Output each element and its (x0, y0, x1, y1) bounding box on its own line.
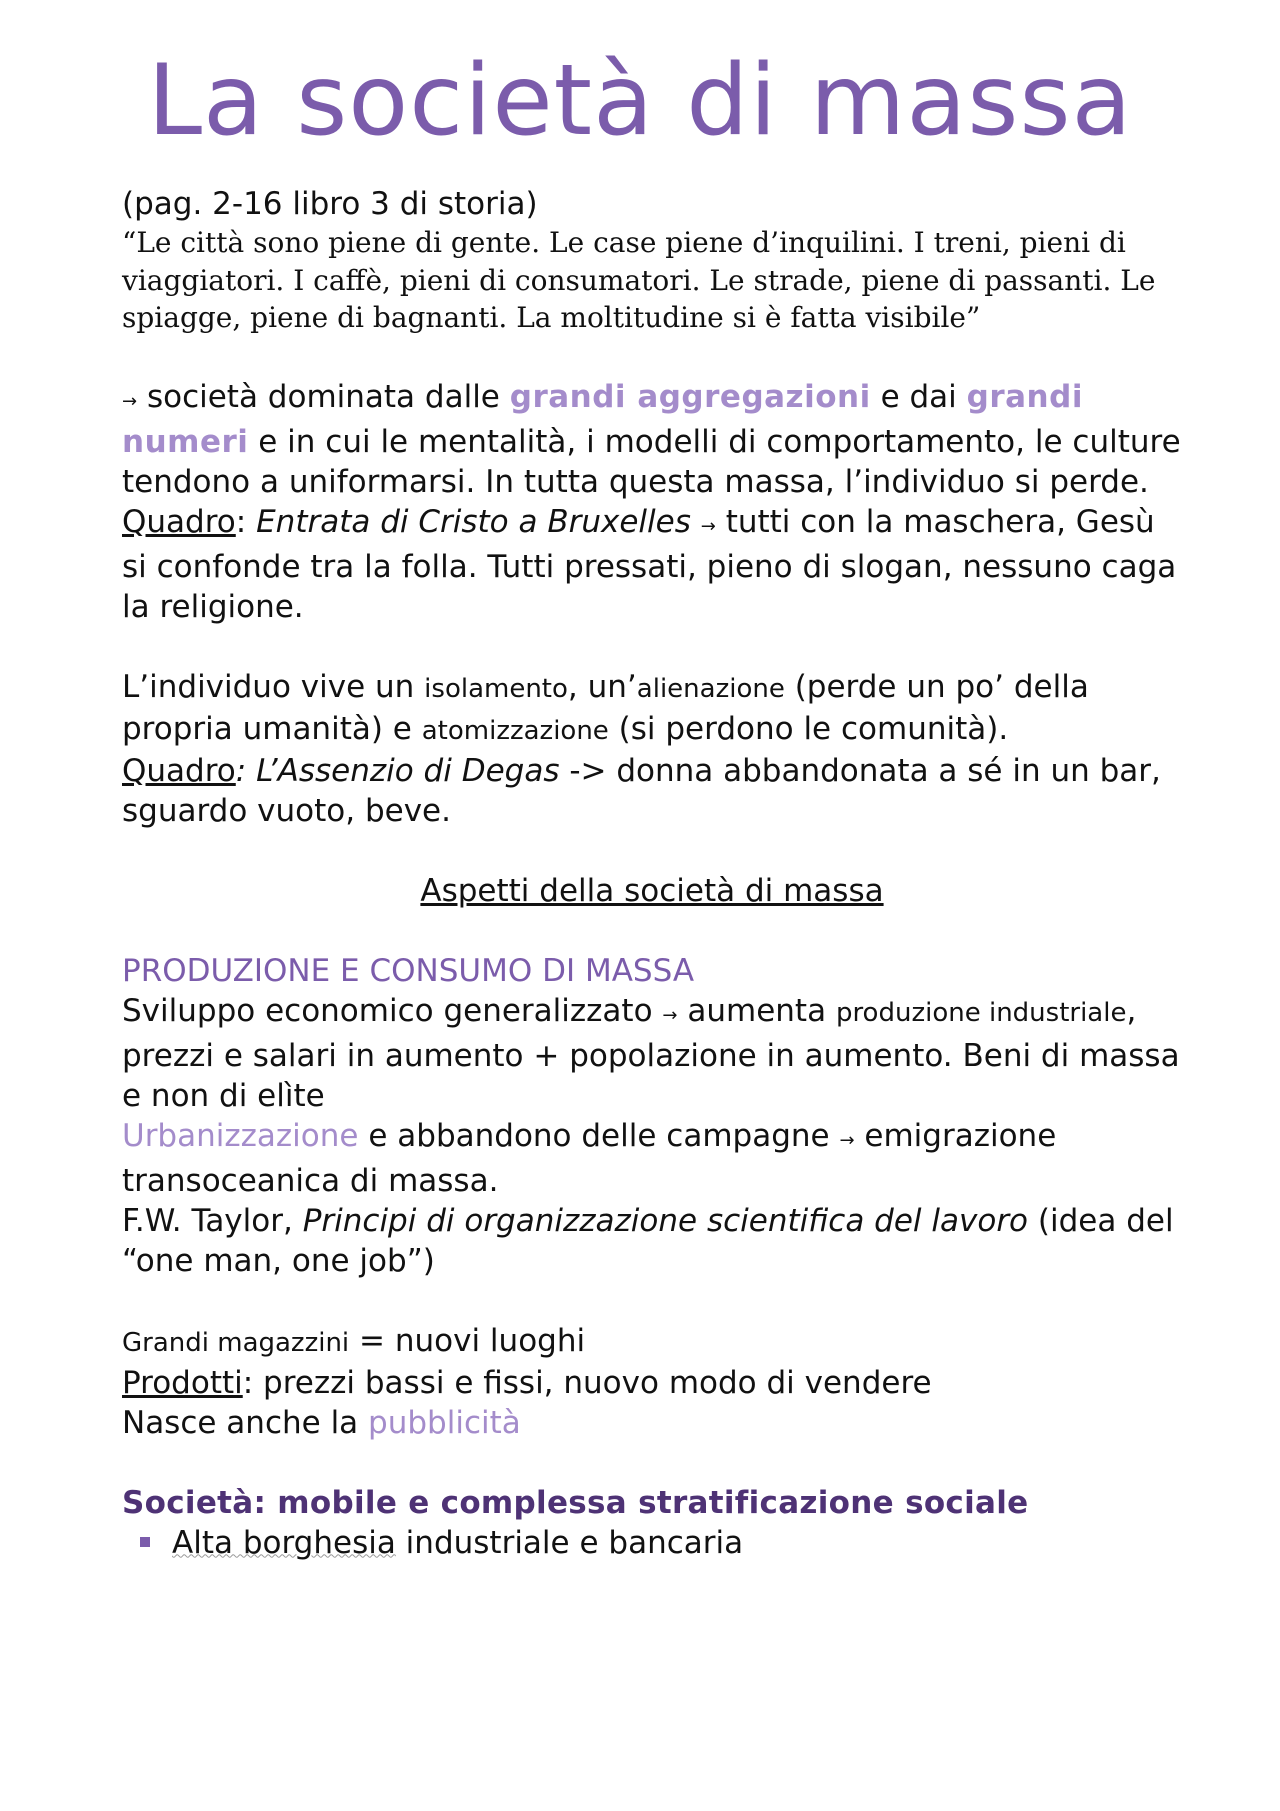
source-reference: (pag. 2-16 libro 3 di storia) (122, 186, 538, 222)
list-item: Alta borghesia industriale e bancaria (122, 1523, 1182, 1563)
term-produzione-industriale: produzione industriale (835, 997, 1127, 1028)
term-atomizzazione: atomizzazione (421, 715, 609, 746)
paragraph-painting-1: Quadro: Entrata di Cristo a Bruxelles → tutti con la maschera, Gesù si confonde tra la folla. Tutti pressati, pieno di slogan, nessuno caga la religione. (122, 503, 1177, 625)
term-alienazione: alienazione (636, 673, 785, 704)
paragraph-urbanization: Urbanizzazione e abbandono delle campagne → emigrazione transoceanica di massa. (122, 1117, 1057, 1199)
painting-title: : L’Assenzio di Degas (235, 752, 560, 789)
paragraph-advertising: Nasce anche la pubblicità (122, 1404, 521, 1441)
production-heading: PRODUZIONE E CONSUMO DI MASSA (122, 952, 695, 989)
arrow-icon: → (700, 515, 716, 537)
spellcheck-underlined-term: Alta borghesia (172, 1524, 396, 1561)
arrow-icon: → (839, 1129, 855, 1151)
paragraph-painting-2: Quadro: L’Assenzio di Degas -> donna abbandonata a sé in un bar, sguardo vuoto, beve. (122, 752, 1161, 829)
paragraph-taylor: F.W. Taylor, Principi di organizzazione scientifica del lavoro (idea del “one man, one job”) (122, 1202, 1174, 1279)
arrow-icon: → (122, 390, 138, 412)
society-heading: Società: mobile e complessa stratificazione sociale (122, 1484, 1029, 1521)
book-title: Principi di organizzazione scientifica del lavoro (302, 1202, 1029, 1239)
paragraph-definition: → società dominata dalle grandi aggregazioni e dai grandi numeri e in cui le mentalità, i modelli di comportamento, le culture tendono a uniformarsi. In tutta questa massa, l’individuo si perde. (122, 378, 1181, 500)
term-isolamento: isolamento (424, 673, 568, 704)
arrow-icon: → (662, 1004, 678, 1026)
label-quadro: Quadro (122, 752, 236, 789)
square-bullet-icon (140, 1537, 150, 1547)
page-title: La società di massa (147, 44, 1133, 158)
document-body (122, 184, 1182, 1563)
opening-quote: “Le città sono piene di gente. Le case piene d’inquilini. I treni, pieni di viaggiatori. I caffè, pieni di consumatori. Le strade, piene di passanti. Le spiagge, piene di bagnanti. La moltitudine si è fatta visibile” (122, 226, 1156, 334)
painting-title: Entrata di Cristo a Bruxelles (256, 503, 691, 540)
highlight-urbanizzazione: Urbanizzazione (122, 1117, 359, 1154)
paragraph-department-stores: Grandi magazzini = nuovi luoghi (122, 1322, 586, 1359)
highlight-pubblicita: pubblicità (368, 1404, 521, 1441)
paragraph-individual: L’individuo vive un isolamento, un’alienazione (perde un po’ della propria umanità) e atomizzazione (si perdono le comunità). (122, 668, 1089, 747)
label-quadro: Quadro (122, 503, 236, 540)
term-grandi-magazzini: Grandi magazzini (122, 1327, 350, 1358)
section-heading: Aspetti della società di massa (420, 872, 884, 909)
label-prodotti: Prodotti (122, 1364, 243, 1401)
highlight-grandi-aggregazioni: grandi aggregazioni (509, 378, 871, 415)
paragraph-products: Prodotti: prezzi bassi e fissi, nuovo modo di vendere (122, 1364, 932, 1401)
highlight-grandi-numeri: grandi numeri (122, 378, 1083, 460)
paragraph-economy: Sviluppo economico generalizzato → aumenta produzione industriale, prezzi e salari in aumento + popolazione in aumento. Beni di massa e non di elìte (122, 992, 1180, 1114)
